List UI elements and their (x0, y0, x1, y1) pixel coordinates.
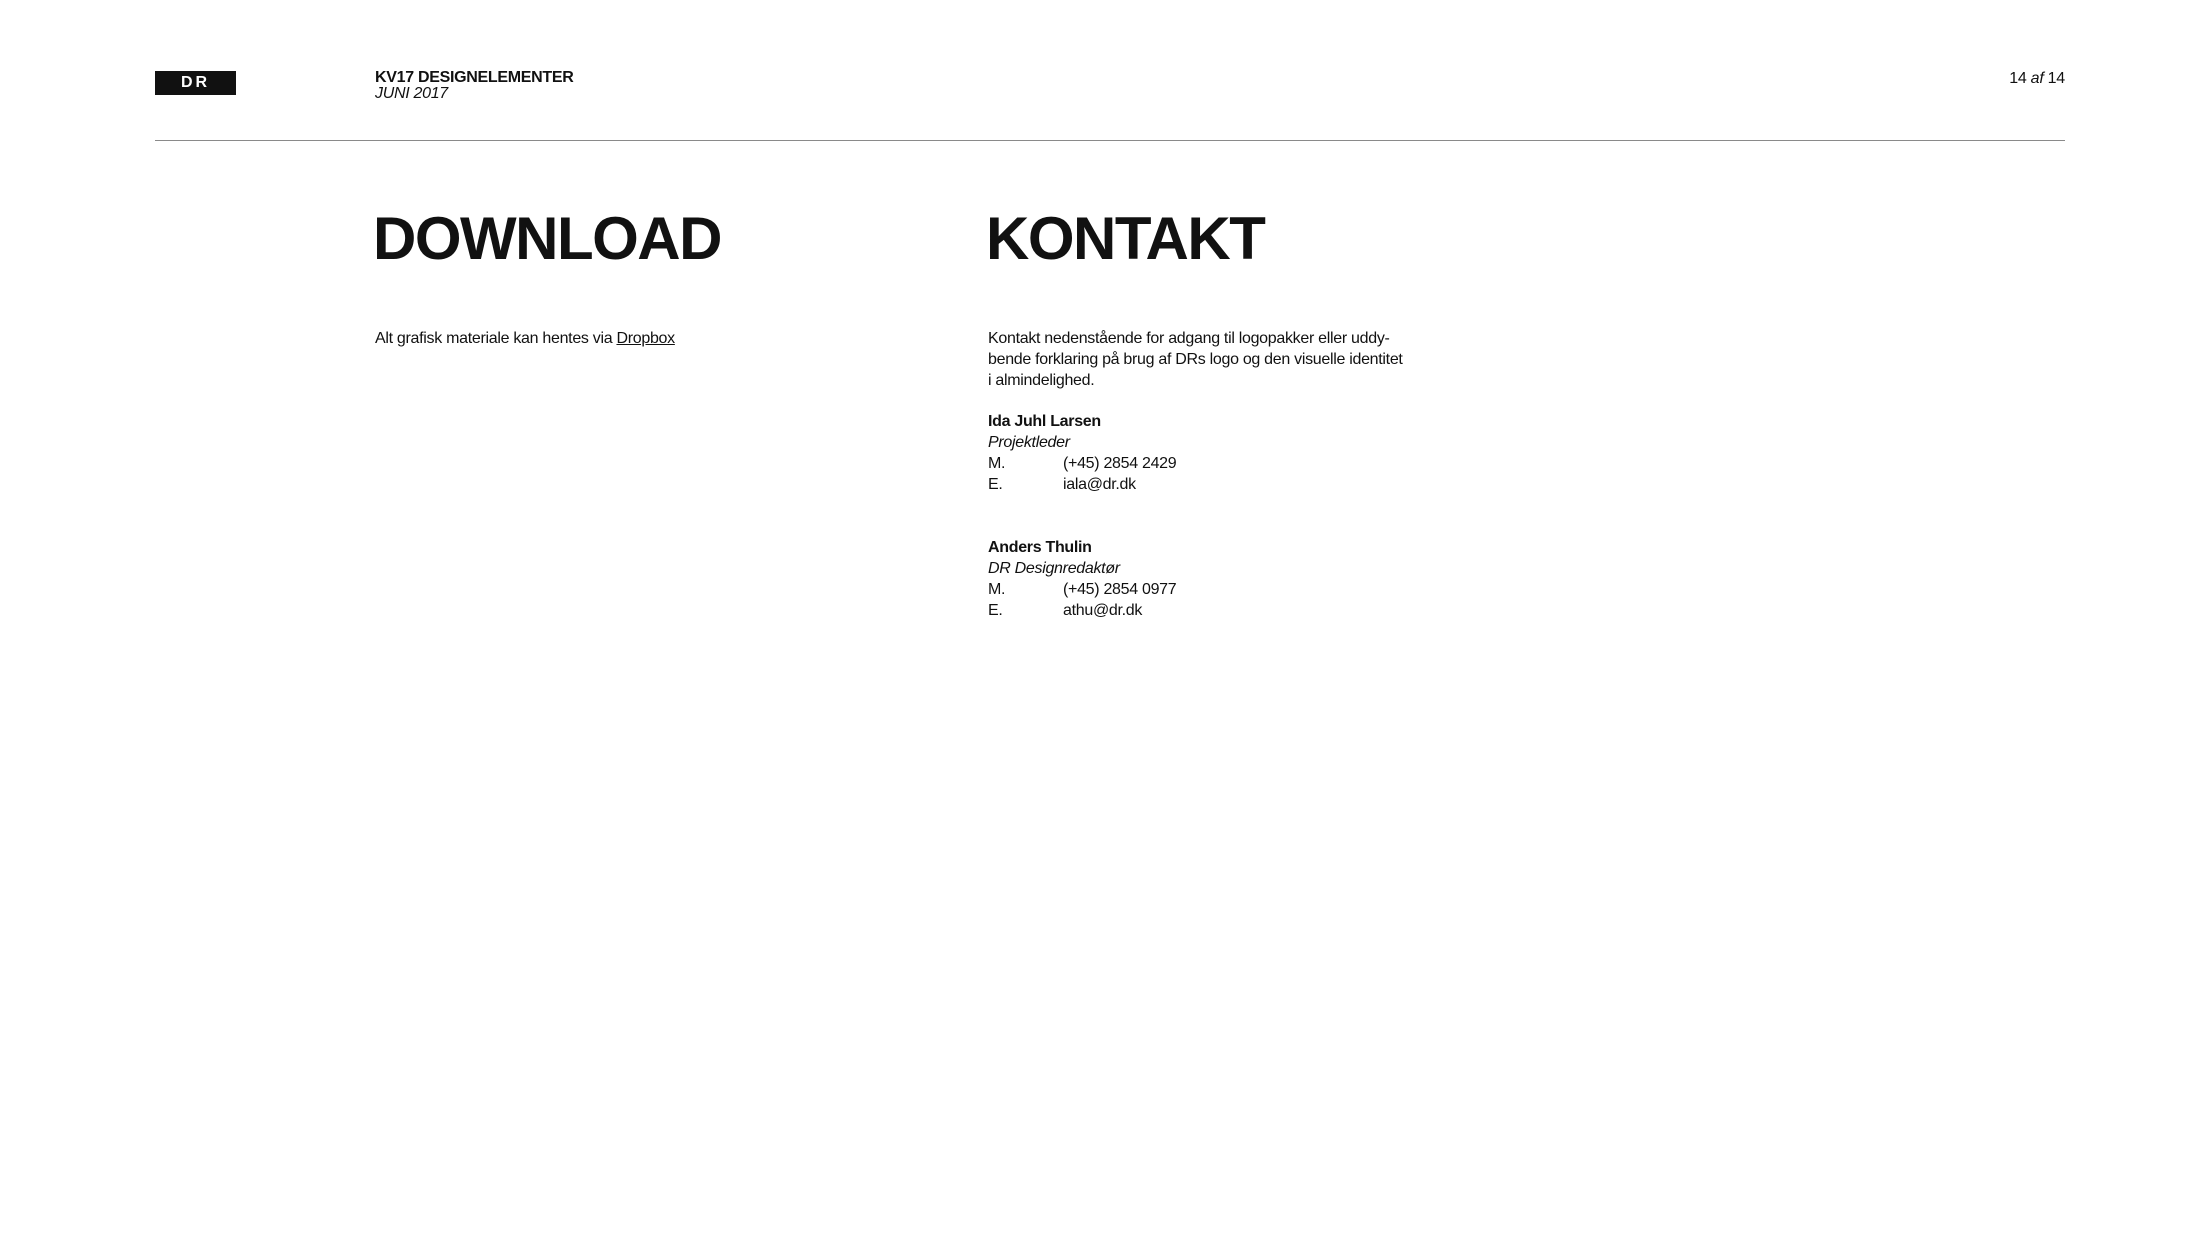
kontakt-intro-line: Kontakt nedenstående for adgang til logopakker eller uddy- (988, 330, 1390, 347)
logo-text: DR (180, 74, 211, 91)
contact-email: iala@dr.dk (1063, 476, 1136, 493)
page-of: af (2030, 70, 2044, 87)
kontakt-intro-line: bende forklaring på brug af DRs logo og den visuelle identitet (988, 351, 1403, 368)
phone-label: M. (988, 455, 1006, 472)
contact-email-row (988, 474, 1176, 495)
phone-label: M. (988, 581, 1006, 598)
contact-name: Anders Thulin (988, 539, 1092, 556)
header-divider (155, 140, 2065, 141)
contact-card (988, 411, 1176, 495)
contact-phone-row (988, 579, 1176, 600)
document-date: JUNI 2017 (375, 85, 448, 102)
download-text-prefix: Alt grafisk materiale kan hentes via (375, 330, 617, 347)
contact-email: athu@dr.dk (1063, 602, 1143, 619)
contact-phone: (+45) 2854 2429 (1063, 455, 1177, 472)
kontakt-heading: KONTAKT (986, 205, 1265, 272)
document-title: KV17 DESIGNELEMENTER (375, 69, 574, 86)
contact-card (988, 537, 1176, 621)
contact-name: Ida Juhl Larsen (988, 413, 1101, 430)
email-label: E. (988, 602, 1003, 619)
kontakt-intro-line: i almindelighed. (988, 372, 1095, 389)
page-current: 14 (2009, 70, 2027, 87)
contact-email-row (988, 600, 1176, 621)
contact-role: Projektleder (988, 434, 1070, 451)
dr-logo (155, 71, 236, 95)
page-number (2009, 70, 2065, 87)
contact-phone-row (988, 453, 1176, 474)
contact-role: DR Designredaktør (988, 560, 1120, 577)
download-heading: DOWNLOAD (373, 205, 721, 272)
dropbox-link[interactable]: Dropbox (616, 330, 675, 347)
kontakt-intro (988, 328, 1448, 391)
email-label: E. (988, 476, 1003, 493)
contact-phone: (+45) 2854 0977 (1063, 581, 1177, 598)
download-text (375, 328, 675, 349)
page-total: 14 (2047, 70, 2065, 87)
